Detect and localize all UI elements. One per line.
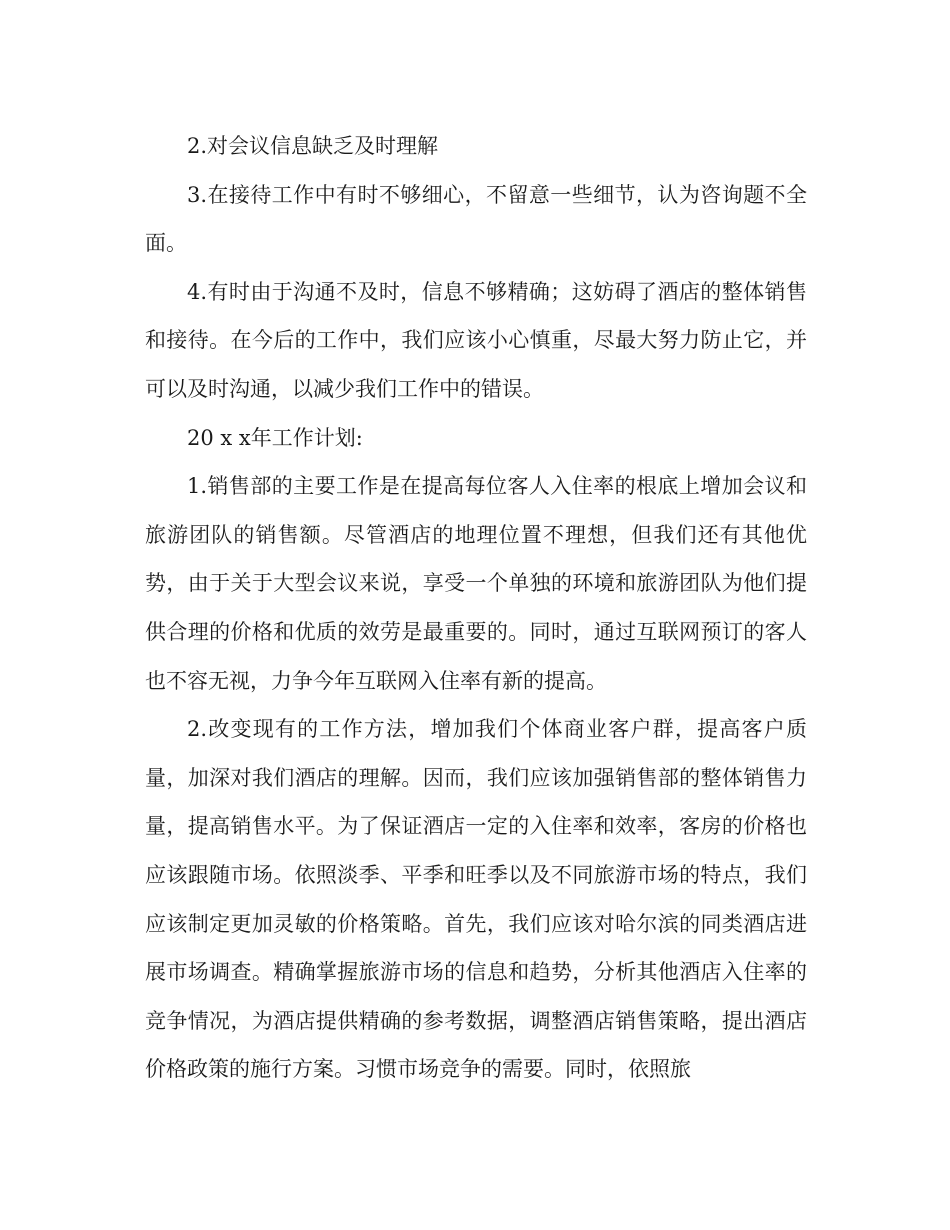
paragraph-plan-item-2: 2.改变现有的工作方法，增加我们个体商业客户群，提高客户质量，加深对我们酒店的理解。因而，我们应该加强销售部的整体销售力量，提高销售水平。为了保证酒店一定的入住率和效率，客房的价格也应该跟随市场。依照淡季、平季和旺季以及不同旅游市场的特点，我们应该制定更加灵敏的价格策略。首先，我们应该对哈尔滨的同类酒店进展市场调查。精确掌握旅游市场的信息和趋势，分析其他酒店入住率的竞争情况，为酒店提供精确的参考数据，调整酒店销售策略，提出酒店价格政策的施行方案。习惯市场竞争的需要。同时，依照旅 [145, 717, 807, 1082]
paragraph-reception-details: 3.在接待工作中有时不够细心，不留意一些细节，认为咨询题不全面。 [145, 182, 807, 256]
paragraph-plan-item-1: 1.销售部的主要工作是在提高每位客人入住率的根底上增加会议和旅游团队的销售额。尽管酒店的地理位置不理想，但我们还有其他优势，由于关于大型会议来说，享受一个单独的环境和旅游团队为他们提供合理的价格和优质的效劳是最重要的。同时，通过互联网预订的客人也不容无视，力争今年互联网入住率有新的提高。 [145, 474, 807, 693]
paragraph-communication: 4.有时由于沟通不及时，信息不够精确；这妨碍了酒店的整体销售和接待。在今后的工作中，我们应该小心慎重，尽最大努力防止它，并可以及时沟通，以减少我们工作中的错误。 [145, 279, 807, 401]
paragraph-meeting-info: 2.对会议信息缺乏及时理解 [187, 134, 439, 158]
document-body [145, 122, 807, 1094]
paragraph-work-plan-heading: 20 x x年工作计划: [187, 425, 363, 450]
